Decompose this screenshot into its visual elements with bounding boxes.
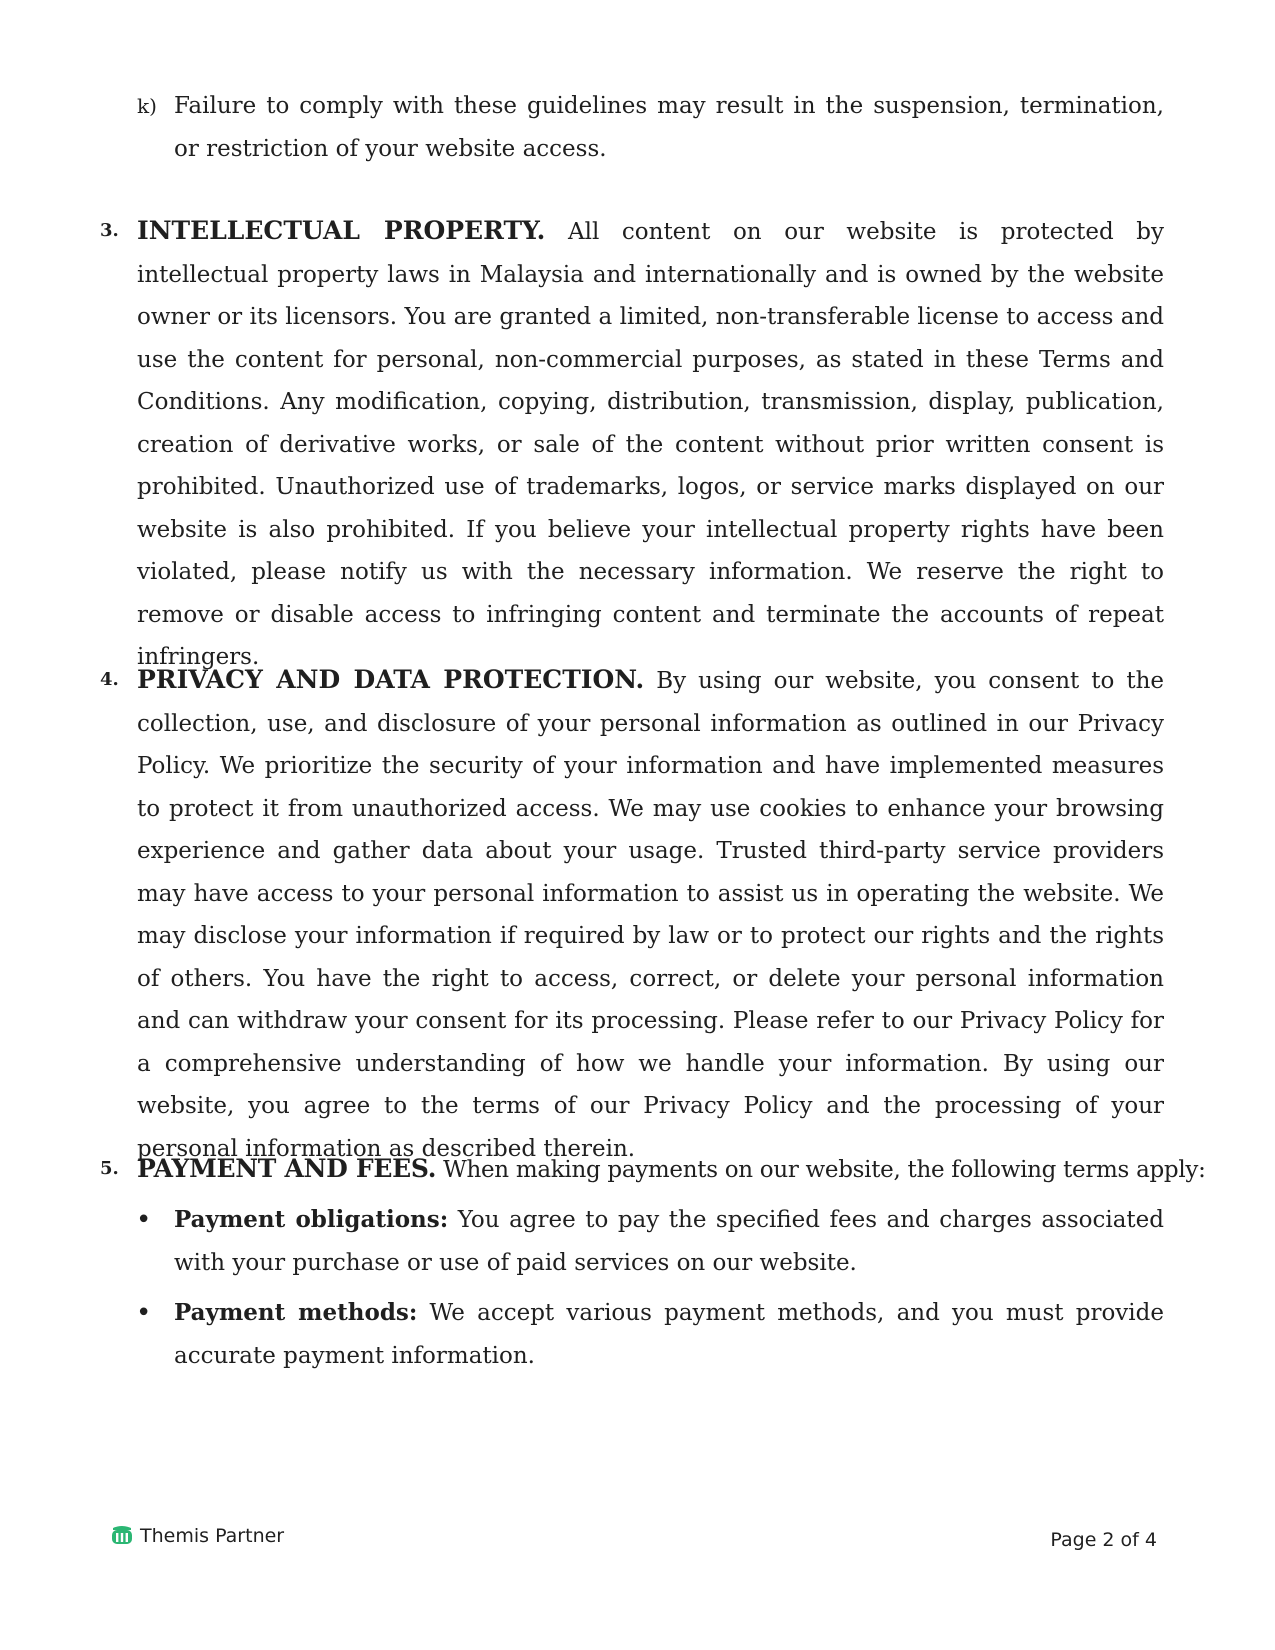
section-heading-3: INTELLECTUAL PROPERTY.	[137, 216, 546, 245]
bullet-marker: •	[136, 1298, 152, 1328]
item-k-text	[174, 85, 1164, 170]
section-body-5: When making payments on our website, the following terms apply:	[443, 1157, 1206, 1183]
section-body-3: All content on our website is protected by intellectual property laws in Malaysia and internationally and is owned by the website owner or its licensors. You are granted a limited, non-transferable license to access and use the content for personal, non-commercial purposes, as stated in these Terms and Conditions. Any modification, copying, distribution, transmission, display, publication, creation of derivative works, or sale of the content without prior written consent is prohibited. Unauthorized use of trademarks, logos, or service marks displayed on our website is also prohibited. If you believe your intellectual property rights have been violated, please notify us with the necessary information. We reserve the right to remove or disable access to infringing content and terminate the accounts of repeat infringers.	[137, 219, 1164, 670]
themis-pillar-icon	[110, 1525, 134, 1547]
brand-name: Themis Partner	[140, 1525, 285, 1547]
item-k-body: Failure to comply with these guidelines may result in the suspension, termination, or restriction of your website access.	[174, 93, 1164, 162]
page-footer	[110, 1525, 1165, 1559]
bullet-text: We accept various payment methods, and you must provide accurate payment information.	[174, 1300, 1164, 1369]
section-payment	[137, 1148, 1206, 1192]
section-intellectual-property	[137, 210, 1164, 679]
brand	[110, 1525, 284, 1547]
bullet-marker: •	[136, 1205, 152, 1235]
list-marker-k: k)	[137, 94, 157, 118]
bullet-lead: Payment obligations:	[174, 1206, 449, 1233]
section-number-5: 5.	[100, 1158, 119, 1179]
bullet-text: You agree to pay the specified fees and charges associated with your purchase or use of paid services on our website.	[174, 1207, 1165, 1276]
section-number-3: 3.	[100, 220, 119, 241]
section-body-4: By using our website, you consent to the collection, use, and disclosure of your personal information as outlined in our Privacy Policy. We prioritize the security of your information and have implemented measures to protect it from unauthorized access. We may use cookies to enhance your browsing experience and gather data about your usage. Trusted third-party service providers may have access to your personal information to assist us in operating the website. We may disclose your information if required by law or to protect our rights and the rights of others. You have the right to access, correct, or delete your personal information and can withdraw your consent for its processing. Please refer to our Privacy Policy for a comprehensive understanding of how we handle your information. By using our website, you agree to the terms of our Privacy Policy and the processing of your personal information as described therein.	[137, 668, 1164, 1162]
section-privacy	[137, 659, 1164, 1170]
bullet-lead: Payment methods:	[174, 1299, 418, 1326]
section-heading-4: PRIVACY AND DATA PROTECTION.	[137, 665, 645, 694]
bullet-payment-methods	[174, 1292, 1164, 1377]
section-heading-5: PAYMENT AND FEES.	[137, 1154, 437, 1183]
page-number: Page 2 of 4	[1050, 1529, 1157, 1551]
section-number-4: 4.	[100, 669, 119, 690]
bullet-payment-obligations	[174, 1199, 1164, 1284]
